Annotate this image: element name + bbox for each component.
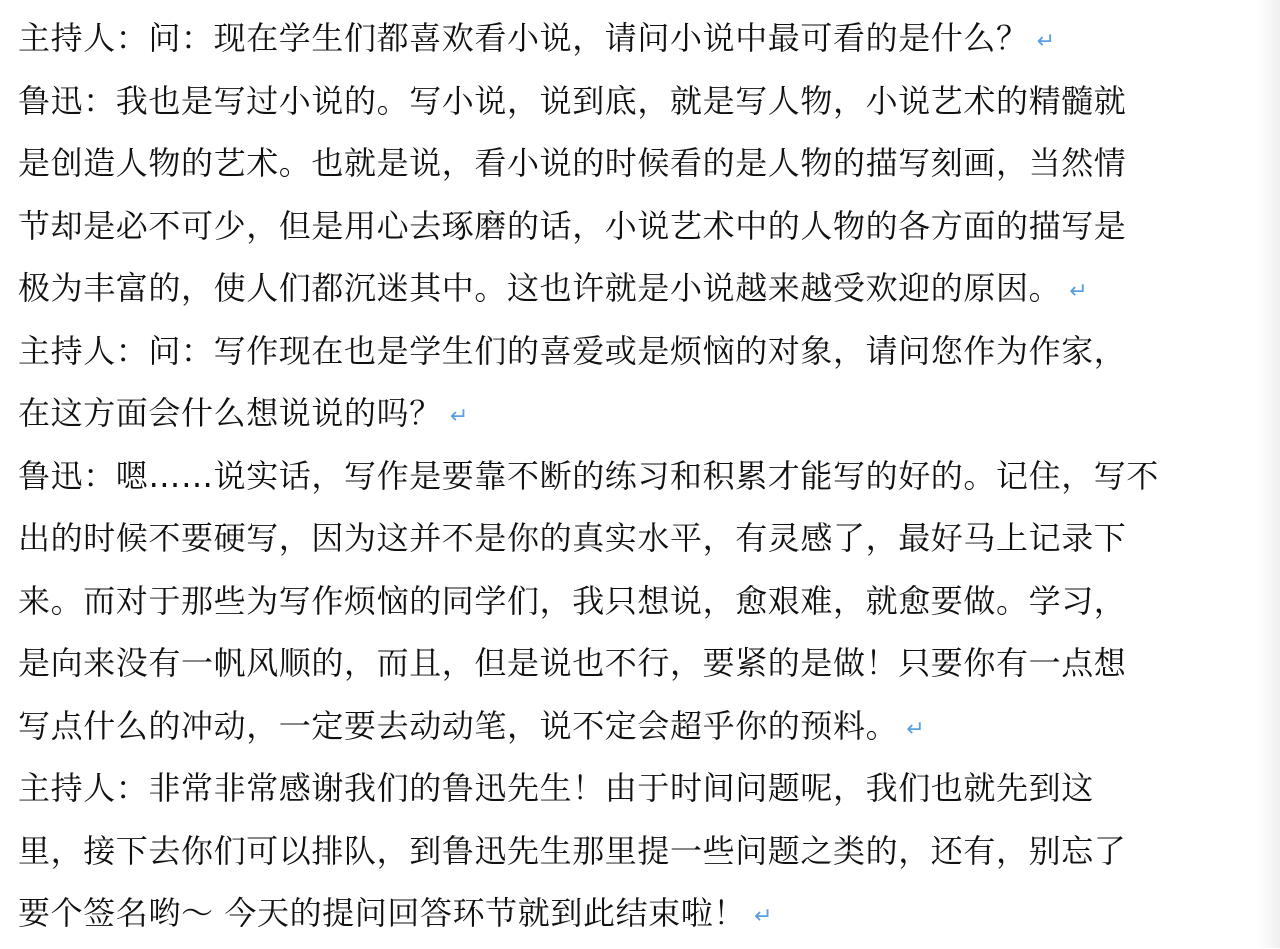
- text-line: 在这方面会什么想说说的吗？ ↵: [18, 382, 1254, 445]
- text-line: 主持人：问：现在学生们都喜欢看小说，请问小说中最可看的是什么？ ↵: [18, 7, 1254, 70]
- text-line: 极为丰富的，使人们都沉迷其中。这也许就是小说越来越受欢迎的原因。 ↵: [18, 257, 1254, 320]
- text-line: 主持人：问：写作现在也是学生们的喜爱或是烦恼的对象，请问您作为作家，: [18, 331, 1127, 370]
- paragraph-mark-icon: ↵: [449, 404, 469, 429]
- text-line: 节却是必不可少，但是用心去琢磨的话，小说艺术中的人物的各方面的描写是: [18, 206, 1127, 245]
- text-line: 鲁迅：我也是写过小说的。写小说，说到底，就是写人物，小说艺术的精髓就: [18, 81, 1127, 120]
- text-line: 要个签名哟～ 今天的提问回答环节就到此结束啦！ ↵: [18, 882, 1254, 945]
- paragraph-host-closing: [18, 757, 1254, 945]
- text-line: 写点什么的冲动，一定要去动动笔，说不定会超乎你的预料。 ↵: [18, 695, 1254, 758]
- document-body[interactable]: [18, 7, 1254, 945]
- paragraph-mark-icon: ↵: [1036, 29, 1056, 54]
- paragraph-mark-icon: ↵: [753, 904, 774, 929]
- paragraph-host-question-1: [18, 7, 1254, 70]
- text-line: 主持人：非常非常感谢我们的鲁迅先生！由于时间问题呢，我们也就先到这: [18, 769, 1094, 807]
- text-line: 出的时候不要硬写，因为这并不是你的真实水平，有灵感了，最好马上记录下: [18, 519, 1127, 557]
- page-edge-shadow: [1258, 0, 1280, 948]
- text-line: 是向来没有一帆风顺的，而且，但是说也不行，要紧的是做！只要你有一点想: [18, 644, 1127, 682]
- paragraph-host-question-2: [18, 320, 1254, 445]
- paragraph-luxun-answer-2: [18, 445, 1254, 758]
- paragraph-mark-icon: ↵: [1069, 279, 1089, 304]
- text-line: 是创造人物的艺术。也就是说，看小说的时候看的是人物的描写刻画，当然情: [18, 144, 1127, 182]
- text-line: 来。而对于那些为写作烦恼的同学们，我只想说，愈艰难，就愈要做。学习，: [18, 581, 1127, 620]
- text-line: 鲁迅：嗯……说实话，写作是要靠不断的练习和积累才能写的好的。记住，写不: [18, 456, 1160, 495]
- paragraph-mark-icon: ↵: [906, 716, 926, 742]
- paragraph-luxun-answer-1: [18, 70, 1254, 320]
- text-line: 里，接下去你们可以排队，到鲁迅先生那里提一些问题之类的，还有，别忘了: [18, 831, 1127, 870]
